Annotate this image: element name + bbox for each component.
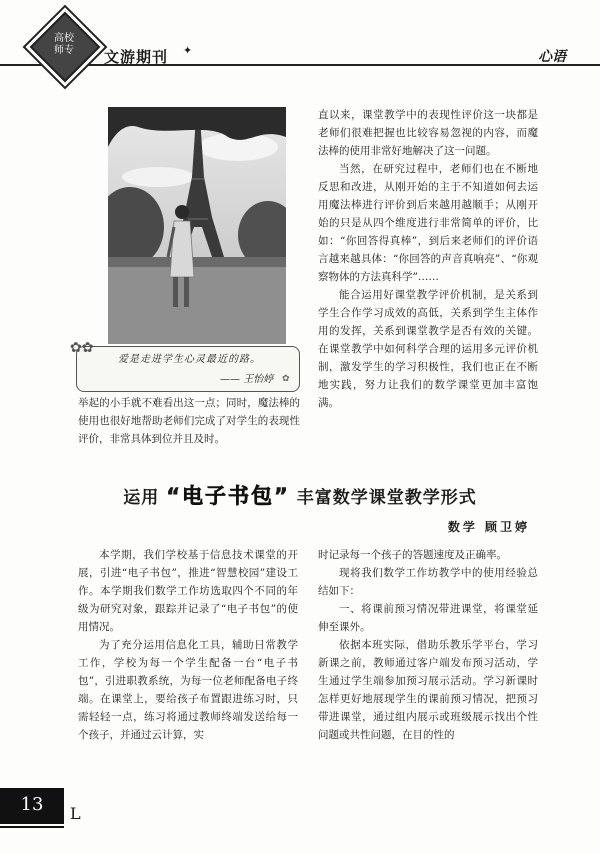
flower-ornament-icon: ✿✿ [70,340,94,356]
footer-rule [0,826,64,828]
publication-brand: 文游期刊 [104,48,169,66]
article1-paragraph: 当然，在研究过程中，老师们也在不断地反思和改进，从刚开始的主于不知道如何去运用魔法棒进行评价到后来越用越顺手；从刚开始的只是从四个维度进行非常简单的评价，比如：“你回答得真棒”，到后来老师们的评价语言越来越具体：“你回答的声音真响亮”、“你观察物体的方法真科学”…… [318,163,538,283]
article2-title [0,480,600,510]
author-photo [108,107,286,344]
article2-paragraph: 本学期，我们学校基于信息技术课堂的开展，引进“电子书包”，推进“智慧校园”建设工作。本学期我们数学工作坊选取四个不同的年级为研究对象，跟踪并记录了“电子书包”的使用情况。 [78,549,298,633]
title-prefix: 运用 [123,488,160,508]
article2-paragraph: 现将我们数学工作坊教学中的使用经验总结如下： [318,567,538,597]
page-number: 13 [20,794,44,815]
small-flower-icon: ✿ [282,374,290,384]
article2-paragraph: 时记录每一个孩子的答题速度及正确率。 [318,549,507,561]
article2-left-column [78,546,298,744]
quote-author: —— 王怡婷 [220,374,274,385]
header-rule [0,64,600,66]
eiffel-tower-photo-image [108,107,286,344]
article1-left-column [78,394,300,448]
section-name: 心语 [538,49,566,65]
title-emphasis: “电子书包” [166,484,290,508]
article1-paragraph: 直以来，课堂教学中的表现性评价这一块都是老师们很难把握也比较容易忽视的内容，而魔法棒的使用非常好地解决了这一问题。 [318,109,538,157]
article2-paragraph: 为了充分运用信息化工具，辅助日常教学工作，学校为每一个学生配备一台“电子书包”，引进职教系统，为每一位老师配备电子终端。在课堂上，要给孩子布置跟进练习时，只需轻轻一点，练习将通过教师终端发送给每一个孩子，并通过云计算，实 [78,639,298,741]
article2-byline: 数学 顾卫婷 [447,520,530,534]
header-badge-text: 高校 师专 [54,33,74,56]
article1-left-paragraph: 举起的小手就不难看出这一点；同时，魔法棒的使用也很好地帮助老师们完成了对学生的表现性评价，非常具体到位并且及时。 [78,397,300,445]
quote-text: 爱是走进学生心灵最近的路。 [118,354,261,365]
article1-right-column [318,106,538,412]
brand-star-icon: ✦ [183,44,193,57]
article2-paragraph: 一、将课前预习情况带进课堂，将课堂延伸至课外。 [318,603,538,633]
article1-paragraph: 能合运用好课堂教学评价机制，是关系到学生合作学习成效的高低，关系到学生主体作用的发挥，关系到课堂教学是否有效的关键。在课堂教学中如何科学合理的运用多元评价机制，激发学生的学习积极性，我们也正在不断地实践，努力让我们的数学课堂更加丰富饱满。 [318,289,538,409]
article2-right-column [318,546,538,744]
article2-paragraph: 依据本班实际，借助乐教乐学平台，学习新课之前，教师通过客户端发布预习活动，学生通过学生端参加预习展示活动。学习新课时怎样更好地展现学生的课前预习情况，把预习带进课堂，通过组内展示或班级展示找出个性问题或共性问题，在目的性的 [318,639,538,741]
title-suffix: 丰富数学课堂教学形式 [296,488,477,508]
footer-mark: L [70,804,81,823]
